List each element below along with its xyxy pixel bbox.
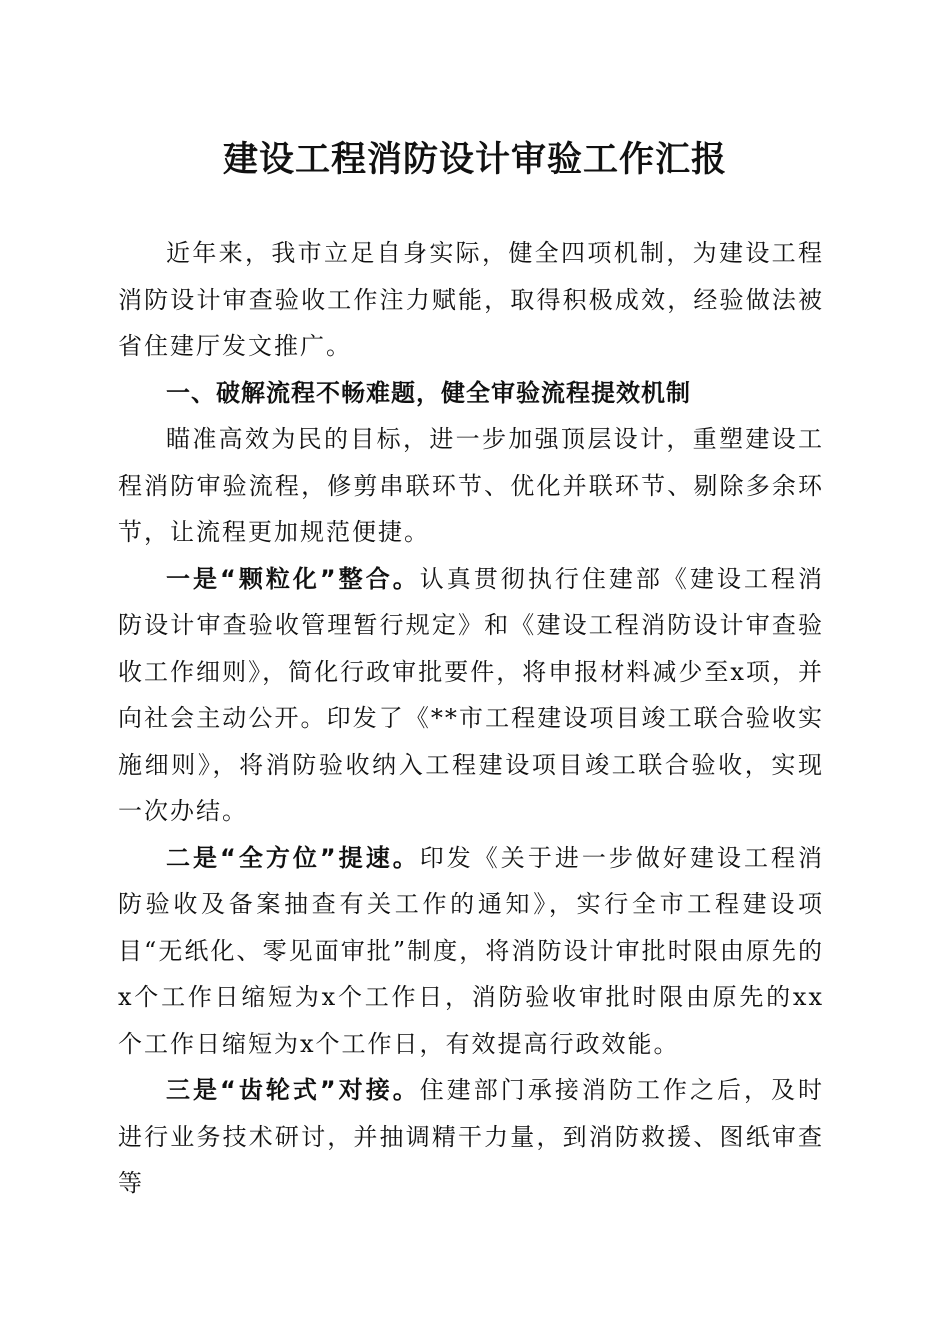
- item-text-2: 印发《关于进一步做好建设工程消防验收及备案抽查有关工作的通知》，实行全市工程建设项目“无纸化、零见面审批”制度，将消防设计审批时限由原先的x个工作日缩短为x个工作日，消防验收审批时限由原先的xx个工作日缩短为x个工作日，有效提高行政效能。: [118, 843, 825, 1058]
- intro-paragraph: 近年来，我市立足自身实际，健全四项机制，为建设工程消防设计审查验收工作注力赋能，取得积极成效，经验做法被省住建厅发文推广。: [118, 239, 824, 360]
- document-body: [118, 230, 824, 1207]
- item-paragraph-2: [118, 835, 824, 1068]
- item-lead-2: 二是“全方位”提速。: [166, 843, 420, 872]
- item-lead-3: 三是“齿轮式”对接。: [166, 1076, 420, 1104]
- item-lead-1: 一是“颗粒化”整合。: [166, 564, 420, 593]
- section-lead-paragraph: 瞄准高效为民的目标，进一步加强顶层设计，重塑建设工程消防审验流程，修剪串联环节、优化并联环节、剔除多余环节，让流程更加规范便捷。: [118, 425, 824, 546]
- section-heading: 一、破解流程不畅难题，健全审验流程提效机制: [166, 378, 691, 407]
- item-text-3: 住建部门承接消防工作之后，及时进行业务技术研讨，并抽调精干力量，到消防救援、图纸审查等: [118, 1076, 825, 1197]
- item-paragraph-3: [118, 1067, 824, 1207]
- document-title: 建设工程消防设计审验工作汇报: [222, 140, 727, 180]
- item-paragraph-1: [118, 556, 824, 835]
- item-text-1: 认真贯彻执行住建部《建设工程消防设计审查验收管理暂行规定》和《建设工程消防设计审查验收工作细则》，简化行政审批要件，将申报材料减少至x项，并向社会主动公开。印发了《**市工程建设项目竣工联合验收实施细则》，将消防验收纳入工程建设项目竣工联合验收，实现一次办结。: [118, 564, 825, 825]
